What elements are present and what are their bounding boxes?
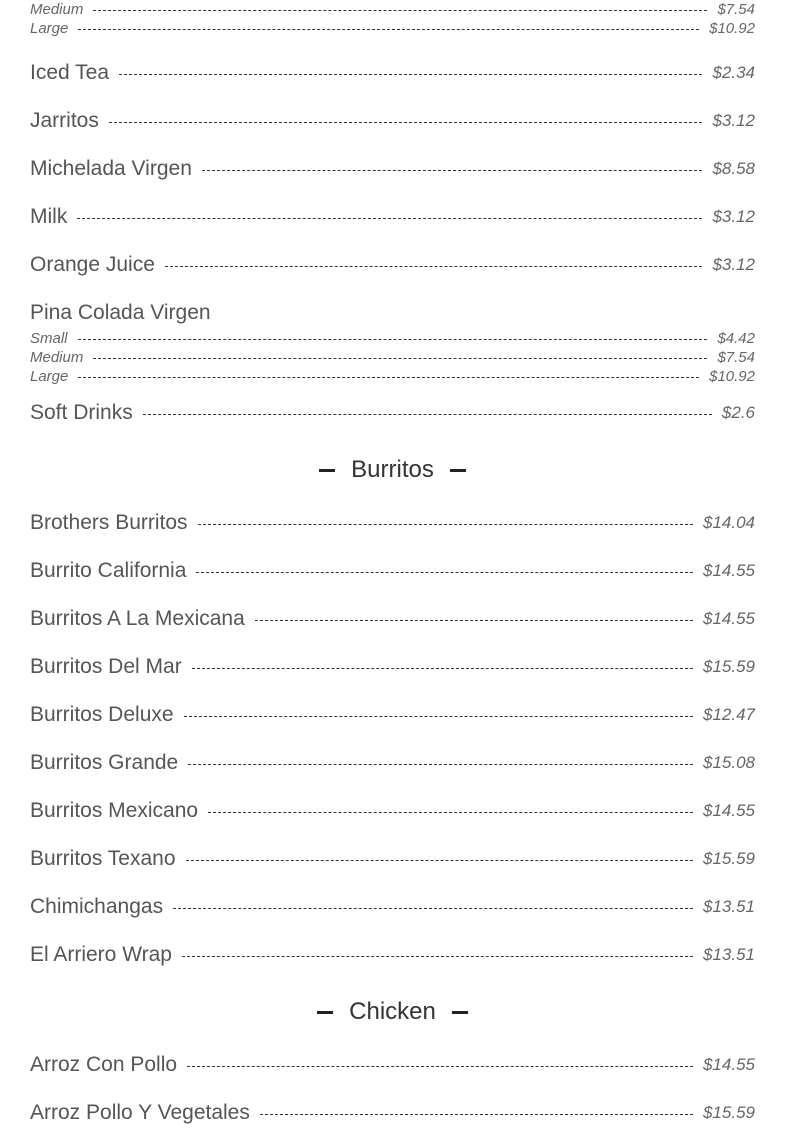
dotted-leader — [208, 812, 693, 813]
item-price: $3.12 — [712, 207, 755, 226]
dash-decoration — [450, 469, 466, 472]
size-row — [30, 0, 755, 19]
dash-decoration — [319, 469, 335, 472]
item-name: Pina Colada Virgen — [30, 301, 211, 324]
item-price: $14.55 — [703, 609, 755, 628]
menu-item — [30, 106, 755, 136]
item-price: $15.08 — [703, 753, 755, 772]
item-price: $14.55 — [703, 561, 755, 580]
menu-item — [30, 398, 755, 428]
item-name: Burrito California — [30, 559, 187, 582]
item-price: $2.6 — [721, 403, 755, 422]
dotted-leader — [255, 620, 693, 621]
item-price: $13.51 — [703, 897, 755, 916]
dotted-leader — [184, 716, 693, 717]
menu-item — [30, 154, 755, 184]
dotted-leader — [173, 908, 693, 909]
dotted-leader — [202, 170, 703, 171]
item-name: Jarritos — [30, 109, 99, 132]
menu-item — [30, 940, 755, 970]
item-name: Burritos A La Mexicana — [30, 607, 245, 630]
menu-item — [30, 796, 755, 826]
item-price: $15.59 — [703, 1103, 755, 1122]
size-price: $7.54 — [717, 349, 755, 366]
menu-item — [30, 604, 755, 634]
item-name: Burritos Mexicano — [30, 799, 199, 822]
size-label: Medium — [30, 349, 84, 366]
size-list — [30, 0, 755, 38]
section-title: Burritos — [351, 456, 434, 483]
dotted-leader — [78, 377, 699, 378]
item-name: Soft Drinks — [30, 401, 133, 424]
dotted-leader — [109, 122, 703, 123]
dash-decoration — [317, 1011, 333, 1014]
size-price: $7.54 — [717, 1, 755, 18]
item-price: $13.51 — [703, 945, 755, 964]
size-row — [30, 19, 755, 38]
menu-item — [30, 1050, 755, 1080]
menu-item — [30, 892, 755, 922]
item-price: $3.12 — [712, 255, 755, 274]
menu-item — [30, 748, 755, 778]
dotted-leader — [187, 1066, 693, 1067]
item-price: $2.34 — [712, 63, 755, 82]
menu-item — [30, 556, 755, 586]
dotted-leader — [198, 524, 693, 525]
dotted-leader — [93, 358, 707, 359]
item-price: $15.59 — [703, 657, 755, 676]
item-name: Burritos Texano — [30, 847, 176, 870]
item-name: Arroz Con Pollo — [30, 1053, 178, 1076]
section-header-burritos — [30, 452, 755, 488]
section-title: Chicken — [349, 998, 436, 1025]
dotted-leader — [77, 218, 702, 219]
size-label: Large — [30, 368, 69, 385]
size-label: Large — [30, 20, 69, 37]
item-name: El Arriero Wrap — [30, 943, 172, 966]
dotted-leader — [192, 668, 693, 669]
size-price: $10.92 — [709, 20, 755, 37]
item-price: $14.04 — [703, 513, 755, 532]
menu-item — [30, 844, 755, 874]
menu-item-partial — [30, 0, 755, 38]
dotted-leader — [186, 860, 693, 861]
size-row — [30, 348, 755, 367]
dotted-leader — [143, 414, 712, 415]
item-price: $12.47 — [703, 705, 755, 724]
item-name: Arroz Pollo Y Vegetales — [30, 1101, 250, 1124]
dotted-leader — [165, 266, 703, 267]
dotted-leader — [93, 10, 707, 11]
item-name: Burritos Deluxe — [30, 703, 174, 726]
size-list — [30, 329, 755, 386]
dotted-leader — [182, 956, 693, 957]
menu-item — [30, 58, 755, 88]
size-row — [30, 329, 755, 348]
item-name: Iced Tea — [30, 61, 110, 84]
dotted-leader — [119, 74, 702, 75]
item-name: Burritos Grande — [30, 751, 179, 774]
size-label: Small — [30, 330, 68, 347]
dotted-leader — [196, 572, 693, 573]
burritos-list — [30, 508, 755, 970]
item-name: Brothers Burritos — [30, 511, 188, 534]
chicken-list — [30, 1050, 755, 1128]
size-row — [30, 367, 755, 386]
item-price: $3.12 — [712, 111, 755, 130]
dash-decoration — [452, 1011, 468, 1014]
menu-item — [30, 202, 755, 232]
menu-item — [30, 700, 755, 730]
size-price: $4.42 — [717, 330, 755, 347]
section-header-chicken — [30, 994, 755, 1030]
item-name: Michelada Virgen — [30, 157, 192, 180]
item-price: $14.55 — [703, 1055, 755, 1074]
item-price: $14.55 — [703, 801, 755, 820]
dotted-leader — [188, 764, 693, 765]
dotted-leader — [78, 29, 699, 30]
menu-item — [30, 1098, 755, 1128]
item-name: Chimichangas — [30, 895, 164, 918]
size-label: Medium — [30, 1, 84, 18]
menu-item — [30, 250, 755, 280]
item-price: $8.58 — [712, 159, 755, 178]
dotted-leader — [78, 339, 708, 340]
item-name: Milk — [30, 205, 68, 228]
size-price: $10.92 — [709, 368, 755, 385]
menu-item — [30, 652, 755, 682]
item-price: $15.59 — [703, 849, 755, 868]
item-name: Burritos Del Mar — [30, 655, 182, 678]
item-name: Orange Juice — [30, 253, 155, 276]
menu-item — [30, 508, 755, 538]
dotted-leader — [260, 1114, 693, 1115]
menu-item-sized — [30, 298, 755, 386]
menu-page — [30, 0, 755, 1146]
